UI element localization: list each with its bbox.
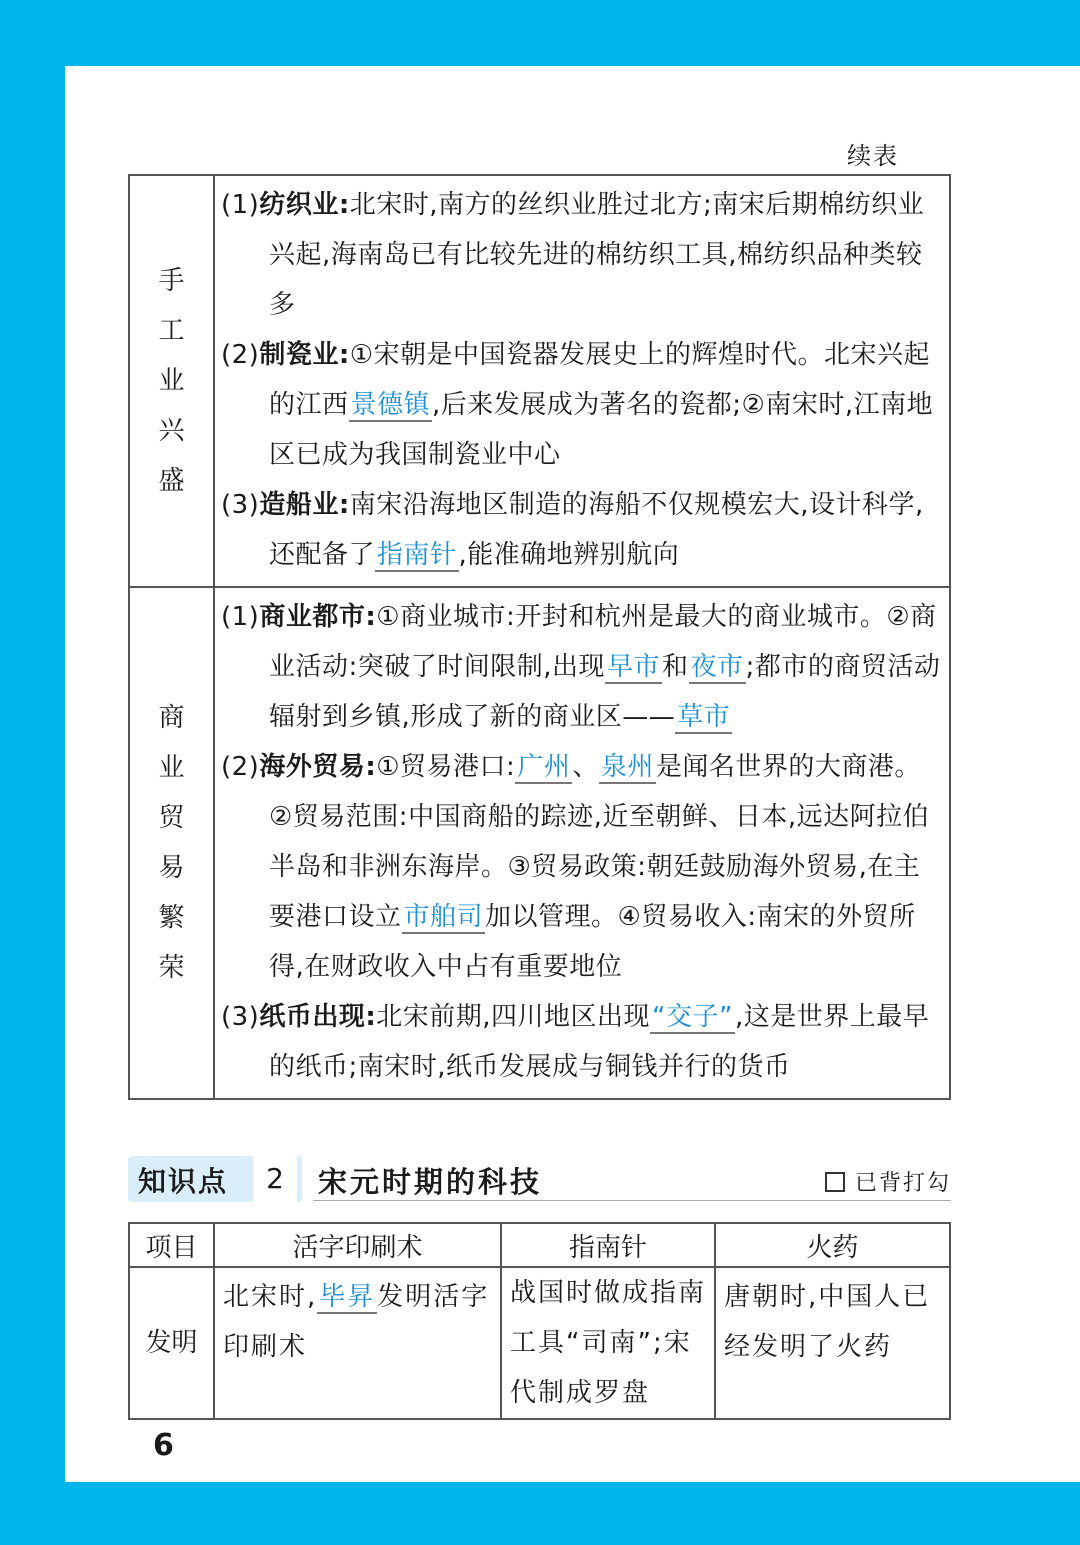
- text-span: ,这是世界上最早的纸币;南宋时,纸币发展成与铜钱并行的货币: [269, 1002, 930, 1082]
- table-cell-compass: [501, 1267, 715, 1419]
- content-cell: [214, 587, 950, 1099]
- list-item: [221, 330, 943, 480]
- knowledge-point-label: 知识点: [138, 1165, 229, 1198]
- category-line: 业兴: [158, 366, 185, 446]
- column-header: 火药: [715, 1223, 950, 1267]
- category-line: 盛: [158, 466, 185, 496]
- item-number: (2): [221, 752, 260, 782]
- section-title: 宋元时期的科技: [318, 1165, 543, 1199]
- text-span: ①商业城市:开封和杭州是最大的商业城市。②商业活动:突破了时间限制,出现: [269, 602, 937, 682]
- fill-in-answer: “交子”: [652, 1002, 733, 1032]
- column-header: 项目: [129, 1223, 214, 1267]
- text-span: ,后来发展成为著名的瓷都;②南宋时,江南地区已成为我国制瓷业中心: [269, 390, 934, 470]
- item-title: 造船业:: [259, 490, 350, 520]
- fill-in-answer: 市舶司: [403, 902, 484, 932]
- checkbox-square-icon[interactable]: [825, 1172, 845, 1192]
- category-cell: [129, 175, 214, 587]
- table-cell-printing: [214, 1267, 501, 1419]
- category-line: 贸易: [158, 803, 185, 883]
- item-title: 纸币出现:: [259, 1002, 377, 1032]
- column-header: 指南针: [501, 1223, 715, 1267]
- category-cell: [129, 587, 214, 1099]
- item-number: (1): [221, 190, 260, 220]
- text-span: ①贸易港口:: [376, 752, 516, 782]
- text-span: 加以管理。④贸易收入:南宋的外贸所得,在财政收入中占有重要地位: [269, 902, 916, 982]
- row-label: 发明: [129, 1267, 214, 1419]
- category-line: 繁荣: [158, 903, 185, 983]
- fill-in-answer: 广州: [517, 752, 571, 782]
- list-item: [221, 742, 943, 992]
- title-underline: [313, 1200, 951, 1201]
- list-item: [221, 592, 943, 742]
- text-span: 、: [572, 752, 599, 782]
- category-line: 商业: [158, 703, 185, 783]
- continued-label: 续表: [847, 142, 899, 170]
- item-number: (3): [221, 1002, 260, 1032]
- text-span: 是闻名世界的大商港。②贸易范围:中国商船的踪迹,近至朝鲜、日本,远达阿拉伯半岛和非洲东海岸。③贸易政策:朝廷鼓励海外贸易,在主要港口设立: [269, 752, 930, 932]
- list-item: [221, 180, 943, 330]
- fill-in-answer: 指南针: [377, 540, 457, 570]
- column-header: 活字印刷术: [214, 1223, 501, 1267]
- text-span: 发明活字印刷术: [223, 1282, 490, 1362]
- item-number: (3): [221, 490, 260, 520]
- song-yuan-tech-table: [128, 1222, 951, 1420]
- text-span: 战国时做成指南工具“司南”;宋代制成罗盘: [510, 1278, 707, 1408]
- content-cell: [214, 175, 950, 587]
- item-title: 制瓷业:: [259, 340, 350, 370]
- text-span: ,能准确地辨别航向: [458, 540, 680, 570]
- fill-in-answer: 毕昇: [319, 1282, 376, 1312]
- knowledge-point-header: [128, 1156, 951, 1204]
- knowledge-point-number: 2: [253, 1156, 297, 1202]
- text-span: 北宋前期,四川地区出现: [376, 1002, 651, 1032]
- table-header-row: [129, 1223, 950, 1267]
- text-span: 北宋时,: [223, 1282, 318, 1312]
- item-title: 纺织业:: [259, 190, 350, 220]
- table-row: [129, 1267, 950, 1419]
- text-span: ;都市的商贸活动辐射到乡镇,形成了新的商业区——: [269, 652, 941, 732]
- memorized-checkbox[interactable]: [825, 1166, 951, 1197]
- checkbox-label: 已背打勾: [854, 1171, 951, 1196]
- text-span: 唐朝时,中国人已经发明了火药: [724, 1282, 931, 1362]
- fill-in-answer: 泉州: [600, 752, 654, 782]
- fill-in-answer: 景德镇: [350, 390, 431, 420]
- table-cell-gunpowder: [715, 1267, 950, 1419]
- category-line: 手工: [158, 266, 185, 346]
- text-span: 和: [662, 652, 689, 682]
- item-number: (2): [221, 340, 260, 370]
- fill-in-answer: 草市: [677, 702, 731, 732]
- item-title: 海外贸易:: [259, 752, 377, 782]
- list-item: [221, 992, 943, 1092]
- knowledge-point-tag: [128, 1156, 302, 1202]
- table-row-handicraft: [129, 175, 950, 587]
- fill-in-answer: 早市: [607, 652, 661, 682]
- item-title: 商业都市:: [259, 602, 377, 632]
- page-number: 6: [153, 1428, 174, 1463]
- song-economy-table: [128, 174, 951, 1100]
- page: [65, 66, 1080, 1482]
- text-span: 南宋沿海地区制造的海船不仅规模宏大,设计科学,还配备了: [269, 490, 924, 570]
- text-span: 北宋时,南方的丝织业胜过北方;南宋后期棉纺织业兴起,海南岛已有比较先进的棉纺织工具,棉纺织品种类较多: [269, 190, 925, 320]
- item-number: (1): [221, 602, 260, 632]
- text-span: ①宋朝是中国瓷器发展史上的辉煌时代。北宋兴起的江西: [269, 340, 931, 420]
- fill-in-answer: 夜市: [690, 652, 744, 682]
- table-row-commerce: [129, 587, 950, 1099]
- list-item: [221, 480, 943, 580]
